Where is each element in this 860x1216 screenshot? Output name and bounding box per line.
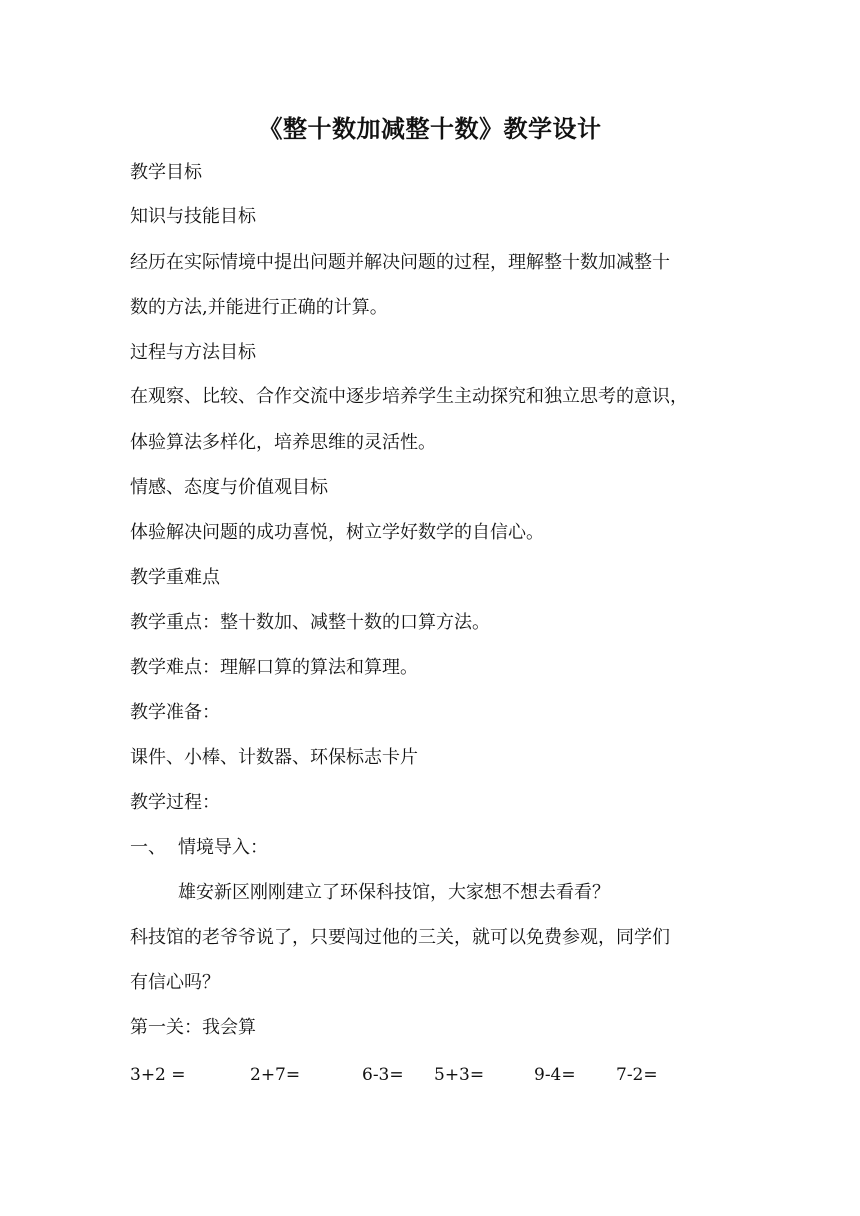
level-one-heading: 第一关：我会算 <box>130 1017 256 1038</box>
heading-teaching-goals: 教学目标 <box>130 162 202 183</box>
calculation-item: 3+2 = <box>130 1065 186 1085</box>
paragraph-line: 经历在实际情境中提出问题并解决问题的过程，理解整十数加减整十 <box>130 252 670 273</box>
calculation-item: 2+7= <box>250 1065 301 1085</box>
paragraph-line: 体验算法多样化，培养思维的灵活性。 <box>130 432 436 453</box>
calculation-item: 7-2= <box>616 1065 658 1085</box>
heading-knowledge-skill-goals: 知识与技能目标 <box>130 206 256 227</box>
section-title: 情境导入： <box>178 837 268 858</box>
paragraph-line: 科技馆的老爷爷说了，只要闯过他的三关，就可以免费参观，同学们 <box>130 927 670 948</box>
document-title: 《整十数加减整十数》教学设计 <box>258 114 602 143</box>
heading-key-points: 教学重难点 <box>130 567 220 588</box>
calculation-item: 5+3= <box>434 1065 485 1085</box>
heading-process-method-goals: 过程与方法目标 <box>130 342 256 363</box>
paragraph-line: 在观察、比较、合作交流中逐步培养学生主动探究和独立思考的意识， <box>130 386 688 407</box>
paragraph-line: 教学难点：理解口算的算法和算理。 <box>130 657 418 678</box>
paragraph-line: 雄安新区刚刚建立了环保科技馆，大家想不想去看看？ <box>178 882 610 903</box>
heading-emotion-goals: 情感、态度与价值观目标 <box>130 477 328 498</box>
calculation-row <box>0 1062 860 1088</box>
paragraph-line: 课件、小棒、计数器、环保标志卡片 <box>130 747 418 768</box>
heading-teaching-process: 教学过程： <box>130 792 220 813</box>
calculation-item: 6-3= <box>362 1065 404 1085</box>
paragraph-line: 有信心吗？ <box>130 972 220 993</box>
section-number: 一、 <box>130 837 166 858</box>
calculation-item: 9-4= <box>534 1065 576 1085</box>
paragraph-line: 数的方法,并能进行正确的计算。 <box>130 297 388 318</box>
paragraph-line: 体验解决问题的成功喜悦，树立学好数学的自信心。 <box>130 522 544 543</box>
heading-preparation: 教学准备： <box>130 702 220 723</box>
paragraph-line: 教学重点：整十数加、减整十数的口算方法。 <box>130 612 490 633</box>
section-heading <box>130 835 740 861</box>
